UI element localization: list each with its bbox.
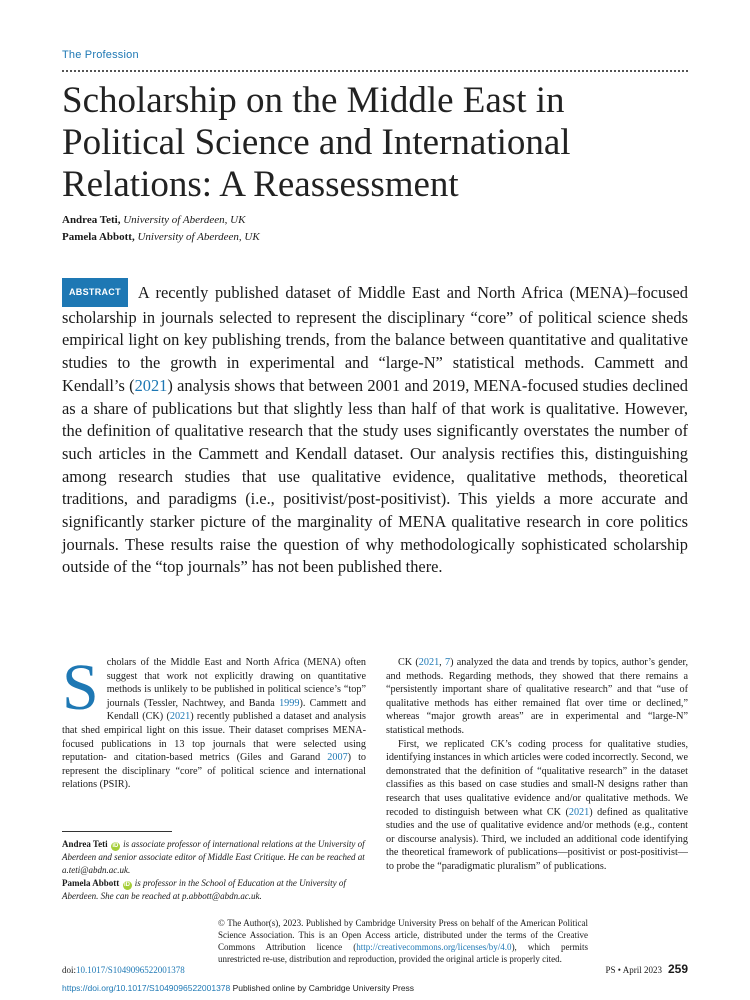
- abstract-text: A recently published dataset of Middle East and North Africa (MENA)–focused scholarship in journals selected to represent the disciplinary “core” of political science sheds empirical light on key publishing trends, from the balance between quantitative and qualitative studies to the growth in experimental and “large-N” statistical methods. Cammett and Kendall’s (: [62, 283, 688, 395]
- note-author-name: Pamela Abbott: [62, 878, 120, 888]
- orcid-icon[interactable]: iD: [112, 843, 119, 849]
- body-text: ) to represent the disciplinary “core” of political science and international relations (PSIR).: [62, 752, 366, 791]
- body-text: cholars of the Middle East and North Africa (MENA) often suggest that work not explicitly drawing on quantitative methods is unlikely to be published in political science’s “top” journals (Tessler, Nachtwey, and Banda: [106, 657, 366, 709]
- citation-link[interactable]: 2021: [169, 711, 191, 723]
- license-statement: [218, 917, 588, 965]
- footer: [62, 983, 414, 993]
- citation-link[interactable]: 2021: [134, 375, 168, 395]
- journal-issue: PS • April 2023: [605, 965, 662, 975]
- footer-text: Published online by Cambridge University Press: [230, 983, 415, 993]
- author-list: [62, 212, 260, 246]
- body-paragraph: [62, 651, 366, 792]
- note-description: is professor in the School of Education at the University of Aberdeen. She can be reached at p.abbott@abdn.ac.uk.: [62, 878, 346, 901]
- note-author-name: Andrea Teti: [62, 839, 108, 849]
- doi-link[interactable]: 10.1017/S1049096522001378: [76, 965, 185, 975]
- section-label: The Profession: [62, 49, 139, 61]
- body-text: First, we replicated CK’s coding process for qualitative studies, identifying instances in which articles were coded incorrectly. Second, we demonstrated that the definition of “qualitative research” in the dataset classifies as this based on case studies and small-N designs rather than research that uses qualitative evidence and/or qualitative methods. We recoded to distinguish between what CK (: [386, 738, 688, 818]
- footer-doi-link[interactable]: https://doi.org/10.1017/S1049096522001378: [62, 983, 231, 993]
- author-notes: [62, 838, 366, 903]
- abstract-badge: ABSTRACT: [62, 278, 128, 307]
- license-text: © The Author(s), 2023. Published by Cambridge University Press on behalf of the American Political Science Association. This is an Open Access article, distributed under the terms of the Creative Commons Attribution licence (: [218, 918, 588, 952]
- citation-link[interactable]: 7: [444, 657, 451, 668]
- abstract-text: ) analysis shows that between 2001 and 2019, MENA-focused studies declined as a share of publications but that slightly less than half of that work is qualitative. However, the definition of qualitative research that the study uses significantly overstates the number of such articles in the Cammett and Kendall dataset. Our analysis rectifies this, distinguishing among research studies that use qualitative evidence, qualitative methods, theoretical traditions, and paradigms (i.e., positivist/post-positivist). This yields a more accurate and significantly starker picture of the marginality of MENA qualitative research in core politics journals. These results raise the question of why methodologically sophisticated scholarship outside of the “top journals” has not been published there.: [62, 375, 688, 577]
- body-text: CK (: [398, 657, 419, 668]
- note-description: is associate professor of international relations at the University of Aberdeen and senior associate editor of Middle East Critique. He can be reached at a.teti@abdn.ac.uk.: [62, 839, 365, 875]
- page-info: [606, 962, 688, 976]
- notes-divider: [62, 831, 172, 832]
- doi: [62, 965, 185, 975]
- doi-label: doi:: [62, 965, 77, 975]
- license-link[interactable]: http://creativecommons.org/licenses/by/4.0: [356, 942, 512, 952]
- abstract: [62, 278, 688, 579]
- drop-cap: S: [62, 651, 99, 724]
- orcid-icon[interactable]: iD: [124, 882, 130, 888]
- author-note: [62, 877, 366, 903]
- body-paragraph: [386, 738, 688, 874]
- citation-link[interactable]: 2021: [568, 806, 590, 818]
- author-line: [62, 229, 260, 246]
- citation-link[interactable]: 2007: [327, 752, 348, 764]
- author-name: Pamela Abbott,: [62, 231, 135, 243]
- body-text: ) recently published a dataset and analysis that shed empirical light on this issue. Their dataset comprises MENA-focused publications in 13 top journals that were selected using reputation- and citation-based metrics (Giles and Garand: [62, 711, 366, 764]
- body-paragraph: [386, 656, 688, 738]
- author-note: [62, 838, 366, 877]
- body-text: ,: [439, 657, 445, 668]
- author-affiliation: University of Aberdeen, UK: [123, 214, 246, 226]
- page-number: 259: [667, 962, 688, 976]
- citation-link[interactable]: 1999: [279, 697, 300, 709]
- license-text: ), which permits unrestricted re-use, distribution and reproduction, provided the original article is properly cited.: [218, 942, 588, 964]
- author-line: [62, 212, 260, 229]
- article-title: Scholarship on the Middle East in Political Science and International Relations: A Reassessment: [62, 80, 571, 205]
- body-column-right: [386, 656, 688, 874]
- body-text: ). Cammett and Kendall (CK) (: [106, 697, 366, 723]
- header-divider: [62, 70, 688, 72]
- body-text: ) defined as qualitative studies and the use of qualitative evidence and/or methods (e.g., content or discourse analysis). Third, we included an additional code identifying the theoretical framework of publications—positivist or post-positivist—to probe the “paradigmatic pluralism” of publications.: [386, 806, 688, 872]
- author-name: Andrea Teti,: [62, 214, 121, 226]
- body-column-left: [62, 651, 366, 792]
- body-text: ) analyzed the data and trends by topics, author’s gender, and methods. Regarding methods, they showed that there remains a “persistently important share of qualitative research” and that “use of qualitative methods has either remained flat over time or declined,” whereas “major growth areas” are in experimental and “large-N” statistical methods.: [386, 657, 689, 736]
- author-affiliation: University of Aberdeen, UK: [137, 231, 260, 243]
- citation-link[interactable]: 2021: [418, 657, 440, 668]
